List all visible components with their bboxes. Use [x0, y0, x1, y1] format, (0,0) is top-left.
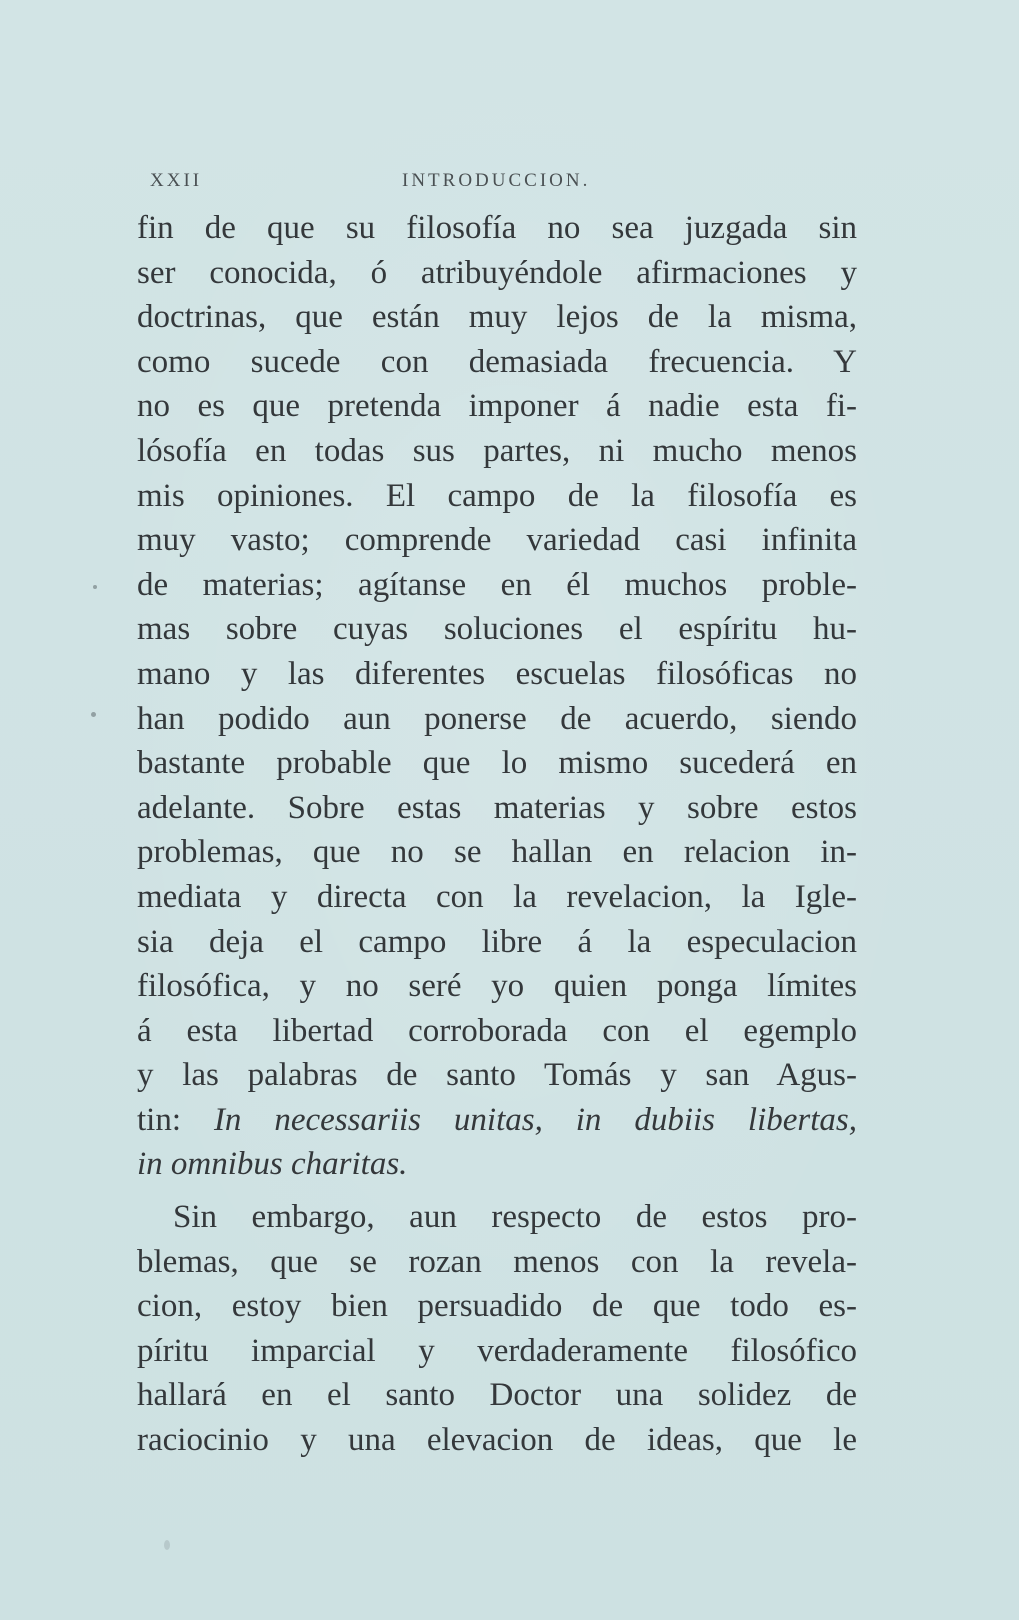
text-line: píritu imparcial y verdaderamente filosófico	[137, 1332, 857, 1369]
paper-speck	[93, 585, 97, 589]
paper-speck	[164, 1540, 170, 1550]
text-line: mas sobre cuyas soluciones el espíritu hu-	[137, 611, 857, 648]
text-line: bastante probable que lo mismo sucederá en	[137, 745, 857, 782]
paper-speck	[91, 712, 96, 717]
quote-line	[137, 1098, 857, 1143]
text-line: fin de que su filosofía no sea juzgada sin	[137, 210, 857, 246]
text-line: á esta libertad corroborada con el egemplo	[137, 1012, 857, 1049]
text-line: Sin embargo, aun respecto de estos pro-	[173, 1199, 857, 1236]
text-line: y las palabras de santo Tomás y san Agus-	[137, 1057, 857, 1094]
text-line: raciocinio y una elevacion de ideas, que le	[137, 1422, 857, 1459]
latin-quote-end: in omnibus charitas.	[137, 1146, 408, 1183]
text-line: adelante. Sobre estas materias y sobre estos	[137, 789, 857, 826]
text-line: no es que pretenda imponer á nadie esta fi-	[137, 388, 857, 425]
text-line: ser conocida, ó atribuyéndole afirmaciones y	[137, 254, 857, 291]
text-line: cion, estoy bien persuadido de que todo es-	[137, 1288, 857, 1325]
text-line: hallará en el santo Doctor una solidez de	[137, 1377, 857, 1414]
text-line: de materias; agítanse en él muchos proble-	[137, 566, 857, 603]
text-line: doctrinas, que están muy lejos de la misma,	[137, 299, 857, 336]
text-line: muy vasto; comprende variedad casi infinita	[137, 522, 857, 559]
text-line: sia deja el campo libre á la especulacion	[137, 923, 857, 960]
text-line: mediata y directa con la revelacion, la Igle-	[137, 878, 857, 915]
text-line: problemas, que no se hallan en relacion in-	[137, 834, 857, 871]
quote-lead: tin:	[137, 1101, 182, 1138]
text-line: han podido aun ponerse de acuerdo, siendo	[137, 700, 857, 737]
latin-quote: In necessariis unitas, in dubiis libertas,	[213, 1101, 858, 1138]
text-line: como sucede con demasiada frecuencia. Y	[137, 343, 857, 380]
text-line: filosófica, y no seré yo quien ponga límites	[137, 968, 857, 1005]
body-text	[137, 206, 857, 1463]
text-line: mis opiniones. El campo de la filosofía es	[137, 477, 857, 514]
running-title: INTRODUCCION.	[402, 170, 591, 191]
text-line: blemas, que se rozan menos con la revela-	[137, 1243, 857, 1280]
text-line: mano y las diferentes escuelas filosóficas no	[137, 655, 857, 692]
page-number: XXII	[150, 170, 203, 191]
page-header	[150, 170, 844, 200]
paragraph-gap	[137, 1187, 857, 1195]
text-line: lósofía en todas sus partes, ni mucho menos	[137, 432, 857, 469]
